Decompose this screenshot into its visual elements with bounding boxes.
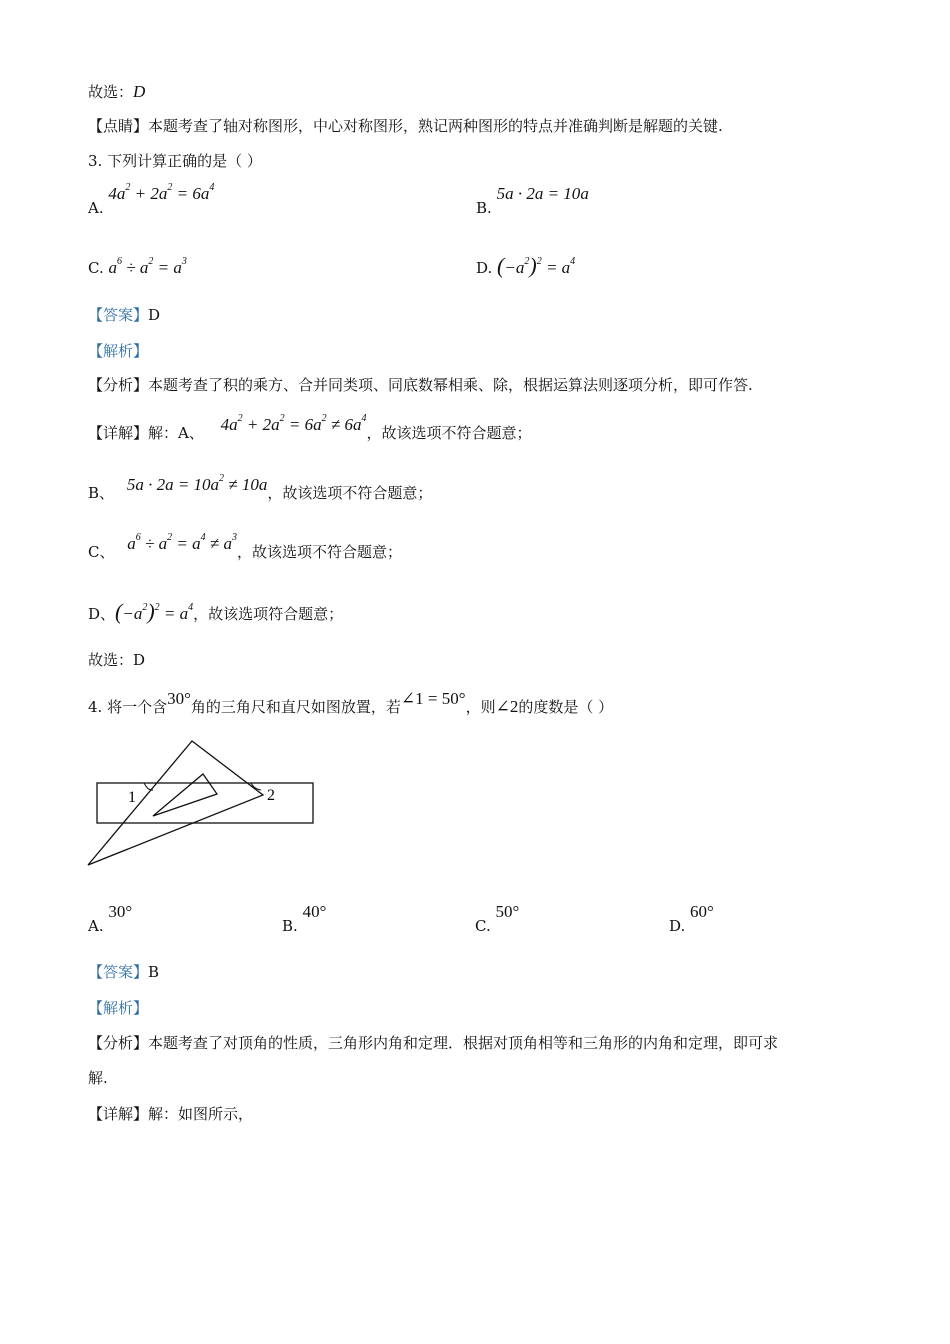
q4-fenxi-line2: 解. — [88, 1069, 108, 1087]
q4-option-a: A. 30° — [88, 902, 133, 935]
q3-step-d: D、$(-a^2)^2 = a^4$，故该选项符合题意； — [88, 599, 344, 624]
q3-step-a: 【详解】解：A、 $4a^2 + 2a^2 = 6a^2 \ne 6a^4$，故该选项不符合题意； — [88, 413, 532, 442]
q3-stem: 3. 下列计算正确的是（ ） — [88, 152, 262, 170]
q3-option-a: A. $4a^2 + 2a^2 = 6a^4$ — [88, 182, 215, 217]
q3-option-b-expr: 5a · 2a = 10a — [496, 184, 589, 203]
q3-step-c: C、 $a^6 \div a^2 = a^4 \ne a^3$，故该选项不符合题意； — [88, 532, 402, 561]
q3-step-b: B、 $5a \cdot 2a = 10a^2 \ne 10a$，故该选项不符合题意； — [88, 473, 433, 502]
q3-answer: 【答案】D — [88, 306, 161, 324]
q3-option-c: C. $a^6 \div a^2 = a^3$ — [88, 256, 187, 277]
q4-fenxi-line1: 【分析】本题考查了对顶角的性质，三角形内角和定理．根据对顶角相等和三角形的内角和定理，即可求 — [88, 1034, 779, 1052]
q4-analysis-tag: 【解析】 — [88, 999, 149, 1017]
q3-step-a-expr: $4a^2 + 2a^2 = 6a^2 \ne 6a^4$ — [220, 413, 367, 434]
q3-option-a-expr: $4a^2 + 2a^2 = 6a^4$ — [108, 182, 215, 203]
q3-option-d-expr: $(-a^2)^2 = a^4$ — [497, 253, 576, 278]
q3-analysis-tag: 【解析】 — [88, 342, 149, 360]
q3-step-d-expr: $(-a^2)^2 = a^4$ — [115, 599, 194, 624]
q4-detail: 【详解】解：如图所示， — [88, 1105, 254, 1123]
prev-comment: 【点睛】本题考查了轴对称图形，中心对称图形，熟记两种图形的特点并准确判断是解题的关键. — [88, 117, 723, 135]
q4-option-d: D. 60° — [669, 902, 714, 935]
q4-option-b: B. 40° — [282, 902, 327, 935]
angle-2-label: 2 — [267, 787, 275, 804]
q3-step-c-expr: $a^6 \div a^2 = a^4 \ne a^3$ — [127, 532, 237, 553]
triangle-outer — [88, 741, 263, 865]
q3-step-b-expr: $5a \cdot 2a = 10a^2 \ne 10a$ — [126, 473, 268, 494]
q3-option-d: D. $(-a^2)^2 = a^4$ — [476, 253, 576, 278]
prev-answer-line: 故选：D — [88, 82, 146, 101]
ruler-triangle-figure — [80, 735, 330, 875]
q4-answer: 【答案】B — [88, 963, 160, 981]
q3-option-b: B. 5a · 2a = 10a — [476, 184, 589, 217]
q3-option-c-expr: $a^6 \div a^2 = a^3$ — [108, 256, 187, 277]
q4-option-c: C. 50° — [475, 902, 520, 935]
q3-final: 故选：D — [88, 651, 146, 669]
q4-stem: 4. 将一个含30°角的三角尺和直尺如图放置，若∠1 = 50°，则∠2的度数是（ ） — [88, 689, 614, 716]
q3-fenxi: 【分析】本题考查了积的乘方、合并同类项、同底数幂相乘、除，根据运算法则逐项分析，即可作答. — [88, 376, 753, 394]
angle-1-label: 1 — [128, 789, 136, 806]
triangle-inner — [153, 774, 217, 816]
